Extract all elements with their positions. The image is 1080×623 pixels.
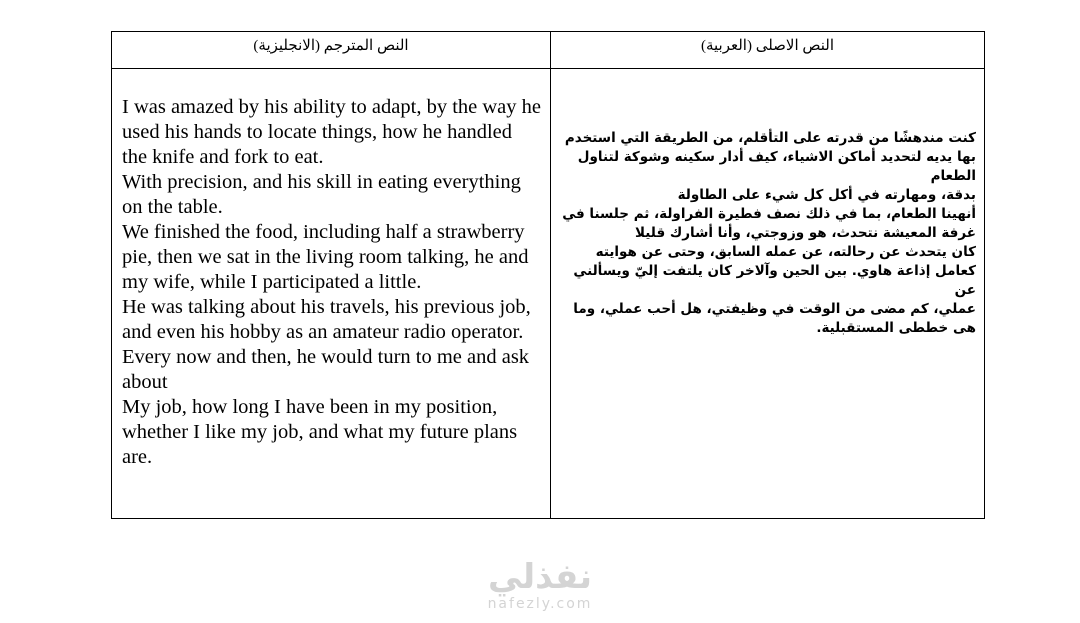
arabic-paragraph: بدقة، ومهارته في أكل كل شيء على الطاولة: [677, 187, 976, 203]
english-paragraph: I was amazed by his ability to adapt, by the way he used his hands to locate things, how he handled the knife and fork to eat.: [122, 96, 541, 168]
header-translated: [112, 32, 551, 69]
english-paragraph: With precision, and his skill in eating everything on the table.: [122, 171, 521, 218]
english-paragraph: We finished the food, including half a strawberry pie, then we sat in the living room talking, he and my wife, while I participated a little.: [122, 221, 529, 293]
english-paragraph: My job, how long I have been in my position, whether I like my job, and what my future plans are.: [122, 396, 518, 468]
arabic-paragraph: كنت مندهشًا من قدرته على التأقلم، من الطريقة التي استخدم بها يديه لتحديد أماكن الاشياء، كيف أدار سكينه وشوكة لتناول الطعام: [564, 130, 976, 184]
nafezly-watermark: [472, 557, 608, 612]
header-translated-label: النص المترجم (الانجليزية): [253, 38, 409, 54]
arabic-text-cell: [551, 69, 984, 518]
header-original-label: النص الاصلى (العربية): [700, 38, 835, 54]
translation-table: [111, 31, 985, 519]
english-paragraph: He was talking about his travels, his previous job, and even his hobby as an amateur radio operator. Every now and then, he would turn to me and ask about: [122, 296, 531, 393]
arabic-paragraph: عملي، كم مضى من الوقت في وظيفتي، هل أحب عملي، وما هى خططى المستقبلية.: [573, 301, 976, 336]
arabic-paragraph: أنهينا الطعام، بما في ذلك نصف فطيرة الفراولة، ثم جلسنا في غرفة المعيشة نتحدث، هو وزوجتي، وأنا أشارك قليلا: [562, 206, 976, 241]
english-text-cell: [112, 69, 551, 518]
arabic-paragraph: كان يتحدث عن رحالته، عن عمله السابق، وحتى عن هوايته كعامل إذاعة هاوي. بين الحين وآلاخر كان يلتفت إليّ ويسألني عن: [573, 244, 976, 298]
watermark-logo: نفذلي: [487, 557, 593, 597]
watermark-url: nafezly.com: [487, 596, 593, 612]
header-original: [551, 32, 984, 69]
